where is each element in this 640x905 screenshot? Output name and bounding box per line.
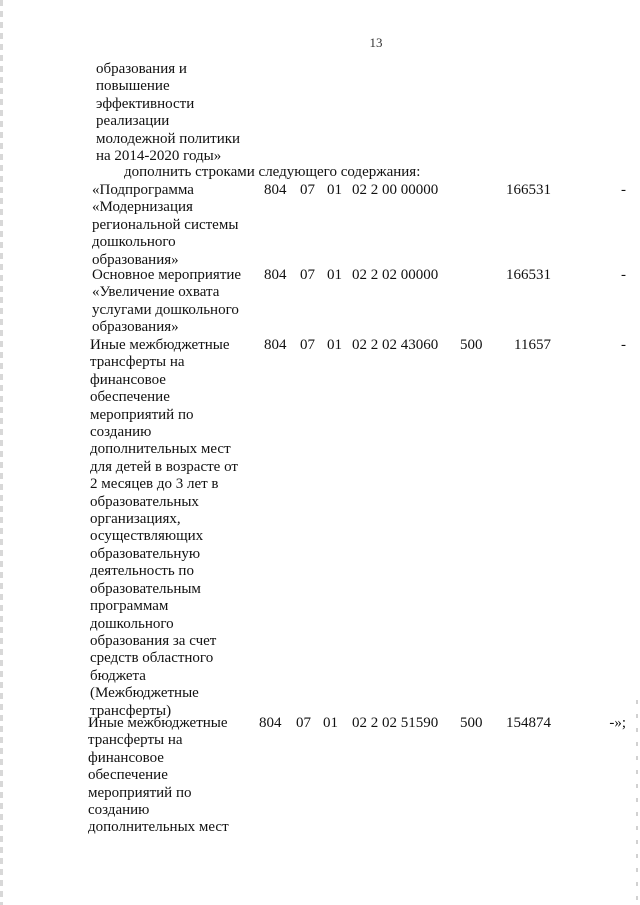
name-line: трансферты) — [90, 702, 172, 719]
target-article-code: 02 2 02 00000 — [352, 267, 439, 283]
name-line: региональной системы — [92, 216, 239, 233]
name-line: дошкольного — [92, 234, 176, 251]
name-line: осуществляющих — [90, 528, 204, 545]
name-line: (Межбюджетные — [90, 685, 199, 702]
name-line: образовательным — [90, 580, 201, 597]
section-code: 07 — [300, 182, 315, 198]
row-name — [92, 267, 252, 337]
name-line: мероприятий по — [88, 784, 192, 801]
instruction-text: дополнить строками следующего содержания: — [124, 164, 421, 180]
name-line: образования» — [92, 319, 179, 336]
table-row — [0, 267, 640, 336]
name-line: трансферты на — [90, 354, 185, 371]
name-line: финансовое — [88, 749, 164, 766]
name-line: созданию — [88, 802, 150, 819]
name-line: созданию — [90, 424, 152, 441]
subsection-code: 01 — [327, 182, 342, 198]
subsection-code: 01 — [327, 267, 342, 283]
section-code: 07 — [300, 337, 315, 353]
table-row — [0, 715, 640, 836]
name-line: финансовое — [90, 371, 166, 388]
amount-2: - — [621, 267, 626, 283]
amount-2: - — [621, 337, 626, 353]
intro-line: молодежной политики — [96, 130, 241, 147]
scan-edge-right — [636, 700, 638, 900]
subsection-code: 01 — [327, 337, 342, 353]
name-line: услугами дошкольного — [92, 301, 239, 318]
name-line: «Увеличение охвата — [92, 284, 220, 301]
grbs-code: 804 — [264, 337, 287, 353]
table-row — [0, 182, 640, 268]
name-line: организациях, — [90, 511, 181, 528]
name-line: 2 месяцев до 3 лет в — [90, 476, 219, 493]
intro-line: повышение — [96, 78, 170, 95]
name-line: образования за счет — [90, 632, 217, 649]
subsection-code: 01 — [323, 715, 338, 731]
name-line: Иные межбюджетные — [88, 715, 228, 731]
name-line: «Подпрограмма — [92, 182, 194, 198]
target-article-code: 02 2 02 51590 — [352, 715, 439, 731]
name-line: мероприятий по — [90, 406, 194, 423]
name-line: обеспечение — [88, 767, 168, 784]
name-line: дошкольного — [90, 615, 174, 632]
target-article-code: 02 2 00 00000 — [352, 182, 439, 198]
amount-2: - — [621, 182, 626, 198]
amount-2: -»; — [609, 715, 626, 731]
name-line: Основное мероприятие — [92, 267, 242, 283]
name-line: деятельность по — [90, 563, 194, 580]
name-line: образовательных — [90, 493, 199, 510]
grbs-code: 804 — [259, 715, 282, 731]
intro-line: реализации — [96, 113, 170, 130]
row-name — [92, 182, 252, 269]
row-name — [90, 337, 250, 720]
grbs-code: 804 — [264, 182, 287, 198]
name-line: для детей в возрасте от — [90, 458, 238, 475]
amount-1: 166531 — [506, 267, 551, 283]
scan-edge-left — [0, 0, 3, 905]
expense-type-code: 500 — [460, 715, 483, 731]
amount-1: 154874 — [506, 715, 551, 731]
section-code: 07 — [300, 267, 315, 283]
section-code: 07 — [296, 715, 311, 731]
table-row — [0, 337, 640, 719]
name-line: Иные межбюджетные — [90, 337, 230, 353]
intro-line: образования и — [96, 61, 187, 77]
name-line: трансферты на — [88, 732, 183, 749]
name-line: «Модернизация — [92, 199, 193, 216]
name-line: дополнительных мест — [90, 441, 231, 458]
amount-1: 166531 — [506, 182, 551, 198]
name-line: образовательную — [90, 545, 201, 562]
amount-1: 11657 — [514, 337, 551, 353]
page-number: 13 — [369, 35, 383, 50]
intro-line: на 2014-2020 годы» — [96, 148, 222, 165]
grbs-code: 804 — [264, 267, 287, 283]
name-line: дополнительных мест — [88, 819, 229, 836]
expense-type-code: 500 — [460, 337, 483, 353]
name-line: образования» — [92, 251, 179, 268]
name-line: программам — [90, 598, 169, 615]
intro-line: эффективности — [96, 95, 195, 112]
name-line: обеспечение — [90, 389, 170, 406]
intro-text — [96, 61, 266, 165]
row-name — [88, 715, 248, 837]
name-line: средств областного — [90, 650, 214, 667]
name-line: бюджета — [90, 667, 146, 684]
target-article-code: 02 2 02 43060 — [352, 337, 439, 353]
